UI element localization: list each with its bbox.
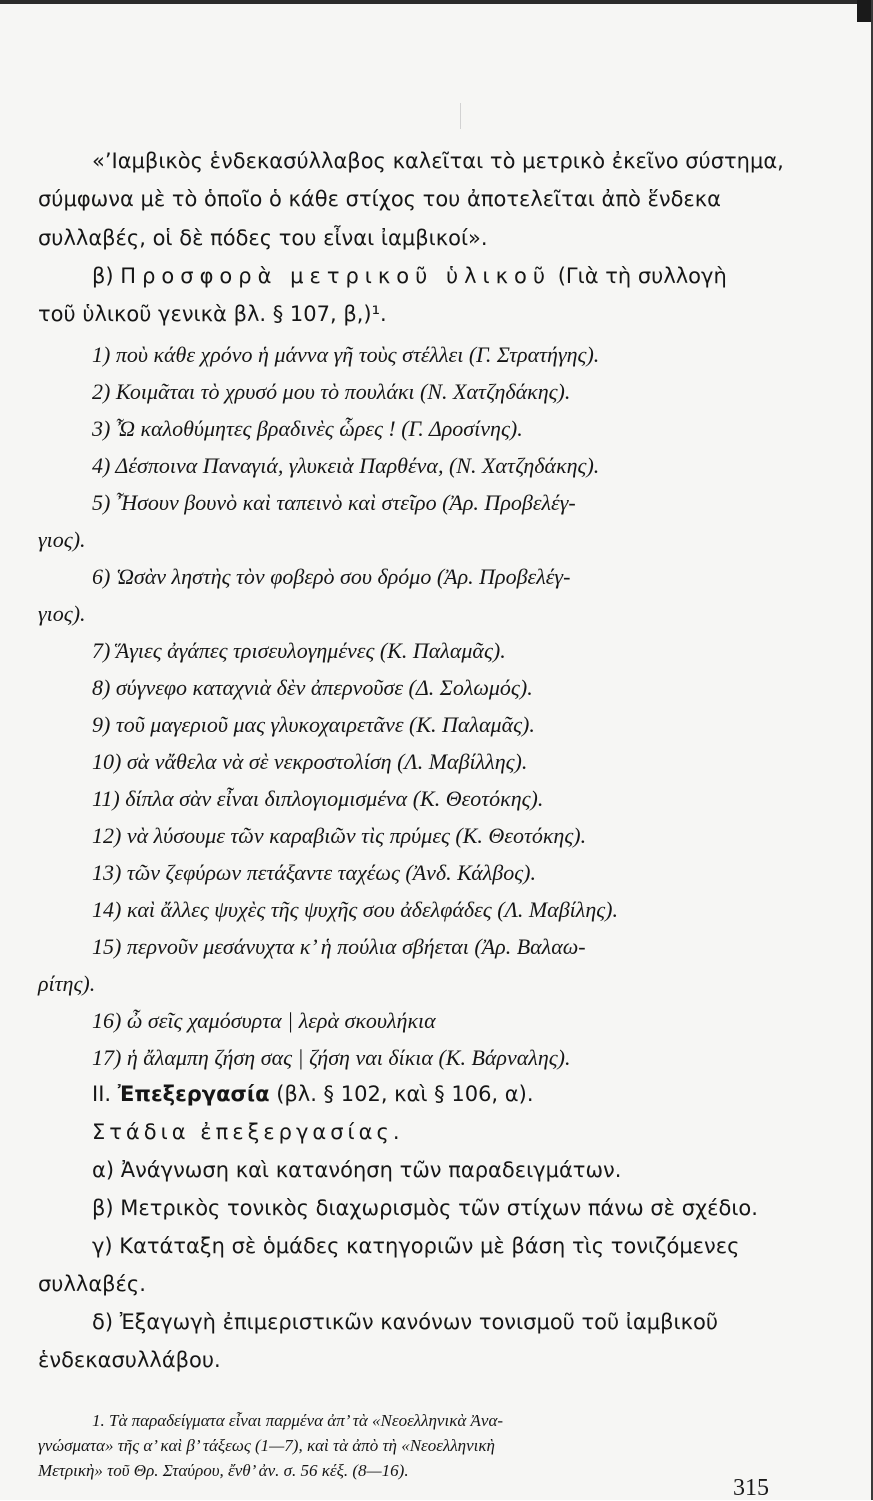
example-15-line-1: 15) περνοῦν μεσάνυχτα κ’ ἡ πούλια σβήεται (Ἀρ. Βαλαω- bbox=[92, 934, 586, 959]
example-12: 12) νὰ λύσουμε τῶν καραβιῶν τὶς πρύμες (Κ. Θεοτόκης). bbox=[92, 823, 587, 848]
example-9: 9) τοῦ μαγεριοῦ μας γλυκοχαιρετᾶνε (Κ. Παλαμᾶς). bbox=[92, 712, 535, 737]
example-16: 16) ὦ σεῖς χαμόσυρτα | λερὰ σκουλήκια bbox=[92, 1008, 436, 1033]
section-ii-prefix: II. bbox=[92, 1082, 112, 1106]
stage-g-line-2: συλλαβές. bbox=[38, 1272, 146, 1296]
example-14: 14) καὶ ἄλλες ψυχὲς τῆς ψυχῆς σου ἀδελφάδες (Λ. Μαβίλης). bbox=[92, 897, 618, 922]
example-7: 7) Ἅγιες ἀγάπες τρισευλογημένες (Κ. Παλαμᾶς). bbox=[92, 638, 506, 663]
example-6-line-2: γιος). bbox=[38, 601, 86, 626]
example-6-line-1: 6) Ὡσὰν ληστὴς τὸν φοβερὸ σου δρόμο (Ἀρ. Προβελέγ- bbox=[92, 564, 571, 589]
stages-heading: Στάδια ἐπεξεργασίας. bbox=[92, 1120, 404, 1144]
example-11: 11) δίπλα σὰν εἶναι διπλογιομισμένα (Κ. Θεοτόκης). bbox=[92, 786, 544, 811]
section-b-heading bbox=[92, 266, 727, 287]
footnote-line-2: γνώσματα» τῆς α’ καὶ β’ τάξεως (1—7), καὶ τὰ ἀπὸ τὴ «Νεοελληνικὴ bbox=[38, 1436, 495, 1455]
example-15-line-2: ρίτης). bbox=[38, 971, 96, 996]
section-ii-title: Ἐπεξεργασία bbox=[117, 1082, 270, 1106]
stage-g-line-1: γ) Κατάταξη σὲ ὁμάδες κατηγοριῶν μὲ βάση τὶς τονιζόμενες bbox=[92, 1234, 740, 1258]
example-10: 10) σὰ νἄθελα νὰ σὲ νεκροστολίση (Λ. Μαβίλλης). bbox=[92, 749, 528, 774]
example-3: 3) Ὦ καλοθύμητες βραδινὲς ὧρες ! (Γ. Δροσίνης). bbox=[92, 416, 523, 441]
footnote-line-3: Μετρικὴ» τοῦ Θρ. Σταύρου, ἔνθ’ ἀν. σ. 56 κέξ. (8—16). bbox=[38, 1461, 409, 1480]
example-1: 1) ποὺ κάθε χρόνο ἡ μάννα γῆ τοὺς στέλλει (Γ. Στρατήγης). bbox=[92, 342, 600, 367]
example-2: 2) Κοιμᾶται τὸ χρυσό μου τὸ πουλάκι (Ν. Χατζηδάκης). bbox=[92, 379, 571, 404]
example-5-line-1: 5) Ἦσουν βουνὸ καὶ ταπεινὸ καὶ στεῖρο (Ἀρ. Προβελέγ- bbox=[92, 490, 576, 515]
paragraph-1-line-2: σύμφωνα μὲ τὸ ὁποῖο ὁ κάθε στίχος του ἀποτελεῖται ἀπὸ ἕνδεκα bbox=[38, 187, 721, 211]
scan-corner-mark bbox=[857, 0, 871, 22]
section-b-spaced-title: Προσφορὰ μετρικοῦ ὑλικοῦ bbox=[120, 264, 552, 288]
paragraph-1-line-3: συλλαβές, οἱ δὲ πόδες του εἶναι ἰαμβικοί». bbox=[38, 226, 488, 250]
example-5-line-2: γιος). bbox=[38, 527, 86, 552]
section-ii-rest: (βλ. § 102, καὶ § 106, α). bbox=[276, 1082, 534, 1106]
scan-top-edge bbox=[0, 0, 860, 4]
paragraph-1-line-1: «’Ιαμβικὸς ἑνδεκασύλλαβος καλεῖται τὸ μετρικὸ ἐκεῖνο σύστημα, bbox=[92, 149, 784, 173]
example-13: 13) τῶν ζεφύρων πετάξαντε ταχέως (Ἀνδ. Κάλβος). bbox=[92, 860, 536, 885]
section-ii-heading bbox=[92, 1084, 534, 1105]
section-b-line-2: τοῦ ὑλικοῦ γενικὰ βλ. § 107, β,)¹. bbox=[38, 302, 387, 326]
stage-d-line-2: ἑνδεκασυλλάβου. bbox=[38, 1348, 221, 1372]
scan-bleed-mark bbox=[460, 103, 461, 129]
page-number: 315 bbox=[733, 1475, 769, 1501]
example-4: 4) Δέσποινα Παναγιά, γλυκειὰ Παρθένα, (Ν. Χατζηδάκης). bbox=[92, 453, 600, 478]
stage-a: α) Ἀνάγνωση καὶ κατανόηση τῶν παραδειγμάτων. bbox=[92, 1158, 622, 1182]
footnote-line-1: 1. Τὰ παραδείγματα εἶναι παρμένα ἀπ’ τὰ «Νεοελληνικὰ Ἀνα- bbox=[92, 1411, 504, 1430]
section-b-prefix: β) bbox=[92, 264, 114, 288]
example-8: 8) σύγνεφο καταχνιὰ δὲν ἀπερνοῦσε (Δ. Σολωμός). bbox=[92, 675, 533, 700]
stage-b: β) Μετρικὸς τονικὸς διαχωρισμὸς τῶν στίχων πάνω σὲ σχέδιο. bbox=[92, 1196, 758, 1220]
example-17: 17) ἡ ἄλαμπη ζήση σας | ζήση ναι δίκια (Κ. Βάρναλης). bbox=[92, 1045, 571, 1070]
stage-d-line-1: δ) Ἐξαγωγὴ ἐπιμεριστικῶν κανόνων τονισμοῦ τοῦ ἰαμβικοῦ bbox=[92, 1310, 719, 1334]
section-b-rest: (Γιὰ τὴ συλλογὴ bbox=[557, 264, 727, 288]
